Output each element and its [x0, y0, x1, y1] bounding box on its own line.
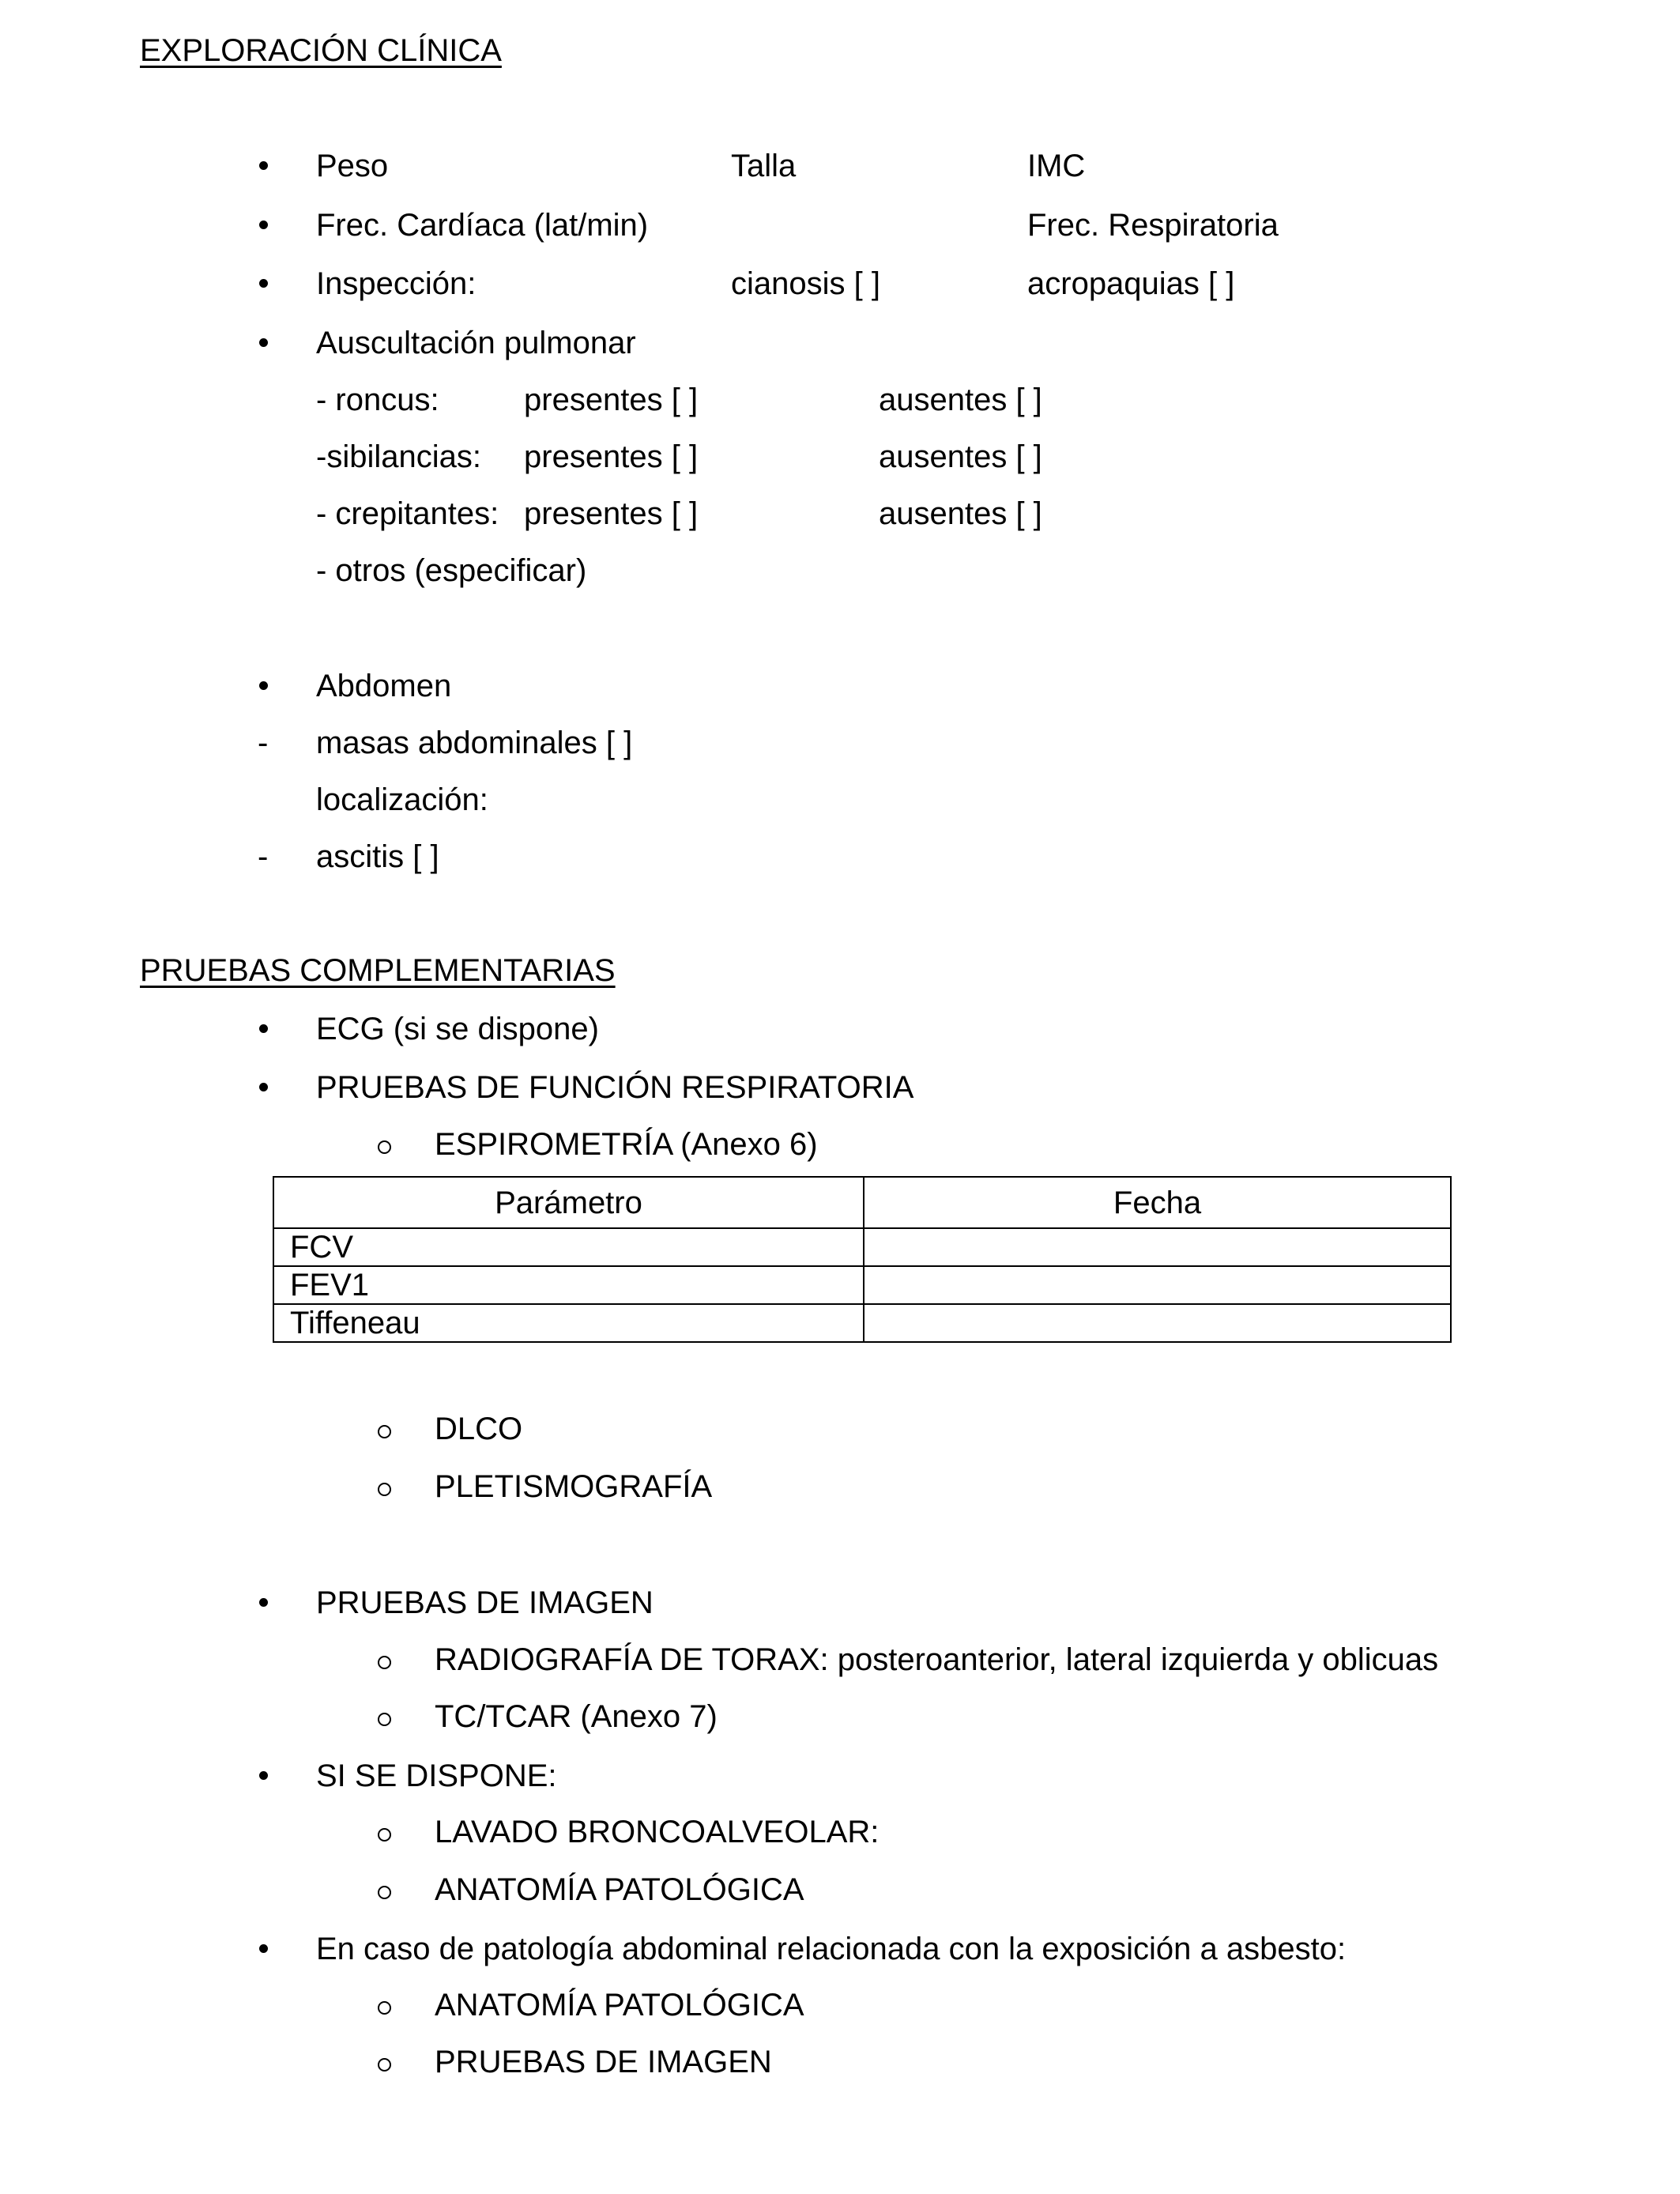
- bullet: [259, 279, 268, 288]
- item-caso-abdominal: En caso de patología abdominal relacionada con la exposición a asbesto:: [316, 1932, 1347, 1966]
- item-espirometria: ESPIROMETRÍA (Anexo 6): [435, 1127, 818, 1162]
- item-tc-tcar: TC/TCAR (Anexo 7): [435, 1699, 718, 1734]
- label-sibilancias: -sibilancias:: [316, 439, 481, 474]
- section-heading-pruebas: PRUEBAS COMPLEMENTARIAS: [140, 953, 616, 988]
- spirometry-table: [273, 1176, 1452, 1343]
- item-dlco: DLCO: [435, 1412, 523, 1446]
- circle-bullet: [378, 1713, 391, 1726]
- bullet: [259, 221, 268, 229]
- dash-marker: -: [258, 839, 269, 874]
- item-si-se-dispone: SI SE DISPONE:: [316, 1759, 557, 1793]
- circle-bullet: [378, 1828, 391, 1842]
- table-cell-parametro: FEV1: [273, 1266, 864, 1304]
- circle-bullet: [378, 1656, 391, 1669]
- item-pletismografia: PLETISMOGRAFÍA: [435, 1469, 713, 1504]
- label-abdomen: Abdomen: [316, 669, 452, 703]
- table-row: [273, 1304, 1451, 1342]
- section-heading-exploracion: EXPLORACIÓN CLÍNICA: [140, 33, 502, 68]
- circle-bullet: [378, 2001, 391, 2015]
- table-header-row: [273, 1177, 1451, 1228]
- table-row: [273, 1266, 1451, 1304]
- table-cell-parametro: FCV: [273, 1228, 864, 1266]
- checkbox-acropaquias[interactable]: acropaquias [ ]: [1027, 266, 1235, 301]
- item-funcion-respiratoria: PRUEBAS DE FUNCIÓN RESPIRATORIA: [316, 1070, 914, 1105]
- item-radiografia: RADIOGRAFÍA DE TORAX: posteroanterior, lateral izquierda y oblicuas: [435, 1642, 1439, 1677]
- item-lavado: LAVADO BRONCOALVEOLAR:: [435, 1815, 880, 1849]
- circle-bullet: [378, 1886, 391, 1899]
- checkbox-crepitantes-presentes[interactable]: presentes [ ]: [524, 496, 699, 531]
- bullet: [259, 1598, 268, 1607]
- column-header-parametro: Parámetro: [273, 1177, 864, 1228]
- bullet: [259, 161, 268, 170]
- bullet: [259, 1024, 268, 1033]
- table-cell-parametro: Tiffeneau: [273, 1304, 864, 1342]
- item-pruebas-imagen: PRUEBAS DE IMAGEN: [316, 1585, 654, 1620]
- item-ecg: ECG (si se dispone): [316, 1012, 599, 1046]
- table-cell-fecha[interactable]: [864, 1266, 1451, 1304]
- label-frec-cardiaca: Frec. Cardíaca (lat/min): [316, 208, 649, 243]
- label-crepitantes: - crepitantes:: [316, 496, 499, 531]
- label-otros: - otros (especificar): [316, 553, 587, 588]
- label-talla: Talla: [731, 149, 797, 183]
- checkbox-sibilancias-ausentes[interactable]: ausentes [ ]: [879, 439, 1042, 474]
- circle-bullet: [378, 1425, 391, 1438]
- item-anatomia: ANATOMÍA PATOLÓGICA: [435, 1872, 804, 1907]
- circle-bullet: [378, 1140, 391, 1154]
- table-row: [273, 1228, 1451, 1266]
- item-imagen-2: PRUEBAS DE IMAGEN: [435, 2045, 772, 2079]
- bullet: [259, 1083, 268, 1091]
- checkbox-roncus-ausentes[interactable]: ausentes [ ]: [879, 383, 1042, 417]
- item-anatomia-2: ANATOMÍA PATOLÓGICA: [435, 1988, 804, 2022]
- bullet: [259, 1944, 268, 1953]
- checkbox-sibilancias-presentes[interactable]: presentes [ ]: [524, 439, 699, 474]
- bullet: [259, 338, 268, 347]
- checkbox-roncus-presentes[interactable]: presentes [ ]: [524, 383, 699, 417]
- bullet: [259, 1771, 268, 1780]
- label-auscultacion: Auscultación pulmonar: [316, 326, 636, 360]
- checkbox-crepitantes-ausentes[interactable]: ausentes [ ]: [879, 496, 1042, 531]
- label-roncus: - roncus:: [316, 383, 439, 417]
- label-inspeccion: Inspección:: [316, 266, 477, 301]
- dash-marker: -: [258, 726, 269, 760]
- checkbox-masas-abdominales[interactable]: masas abdominales [ ]: [316, 726, 633, 760]
- column-header-fecha: Fecha: [864, 1177, 1451, 1228]
- table-cell-fecha[interactable]: [864, 1228, 1451, 1266]
- checkbox-cianosis[interactable]: cianosis [ ]: [731, 266, 880, 301]
- bullet: [259, 681, 268, 690]
- label-imc: IMC: [1027, 149, 1086, 183]
- checkbox-ascitis[interactable]: ascitis [ ]: [316, 839, 439, 874]
- circle-bullet: [378, 1483, 391, 1496]
- label-peso: Peso: [316, 149, 389, 183]
- label-localizacion: localización:: [316, 782, 488, 817]
- circle-bullet: [378, 2058, 391, 2071]
- label-frec-respiratoria: Frec. Respiratoria: [1027, 208, 1279, 243]
- table-cell-fecha[interactable]: [864, 1304, 1451, 1342]
